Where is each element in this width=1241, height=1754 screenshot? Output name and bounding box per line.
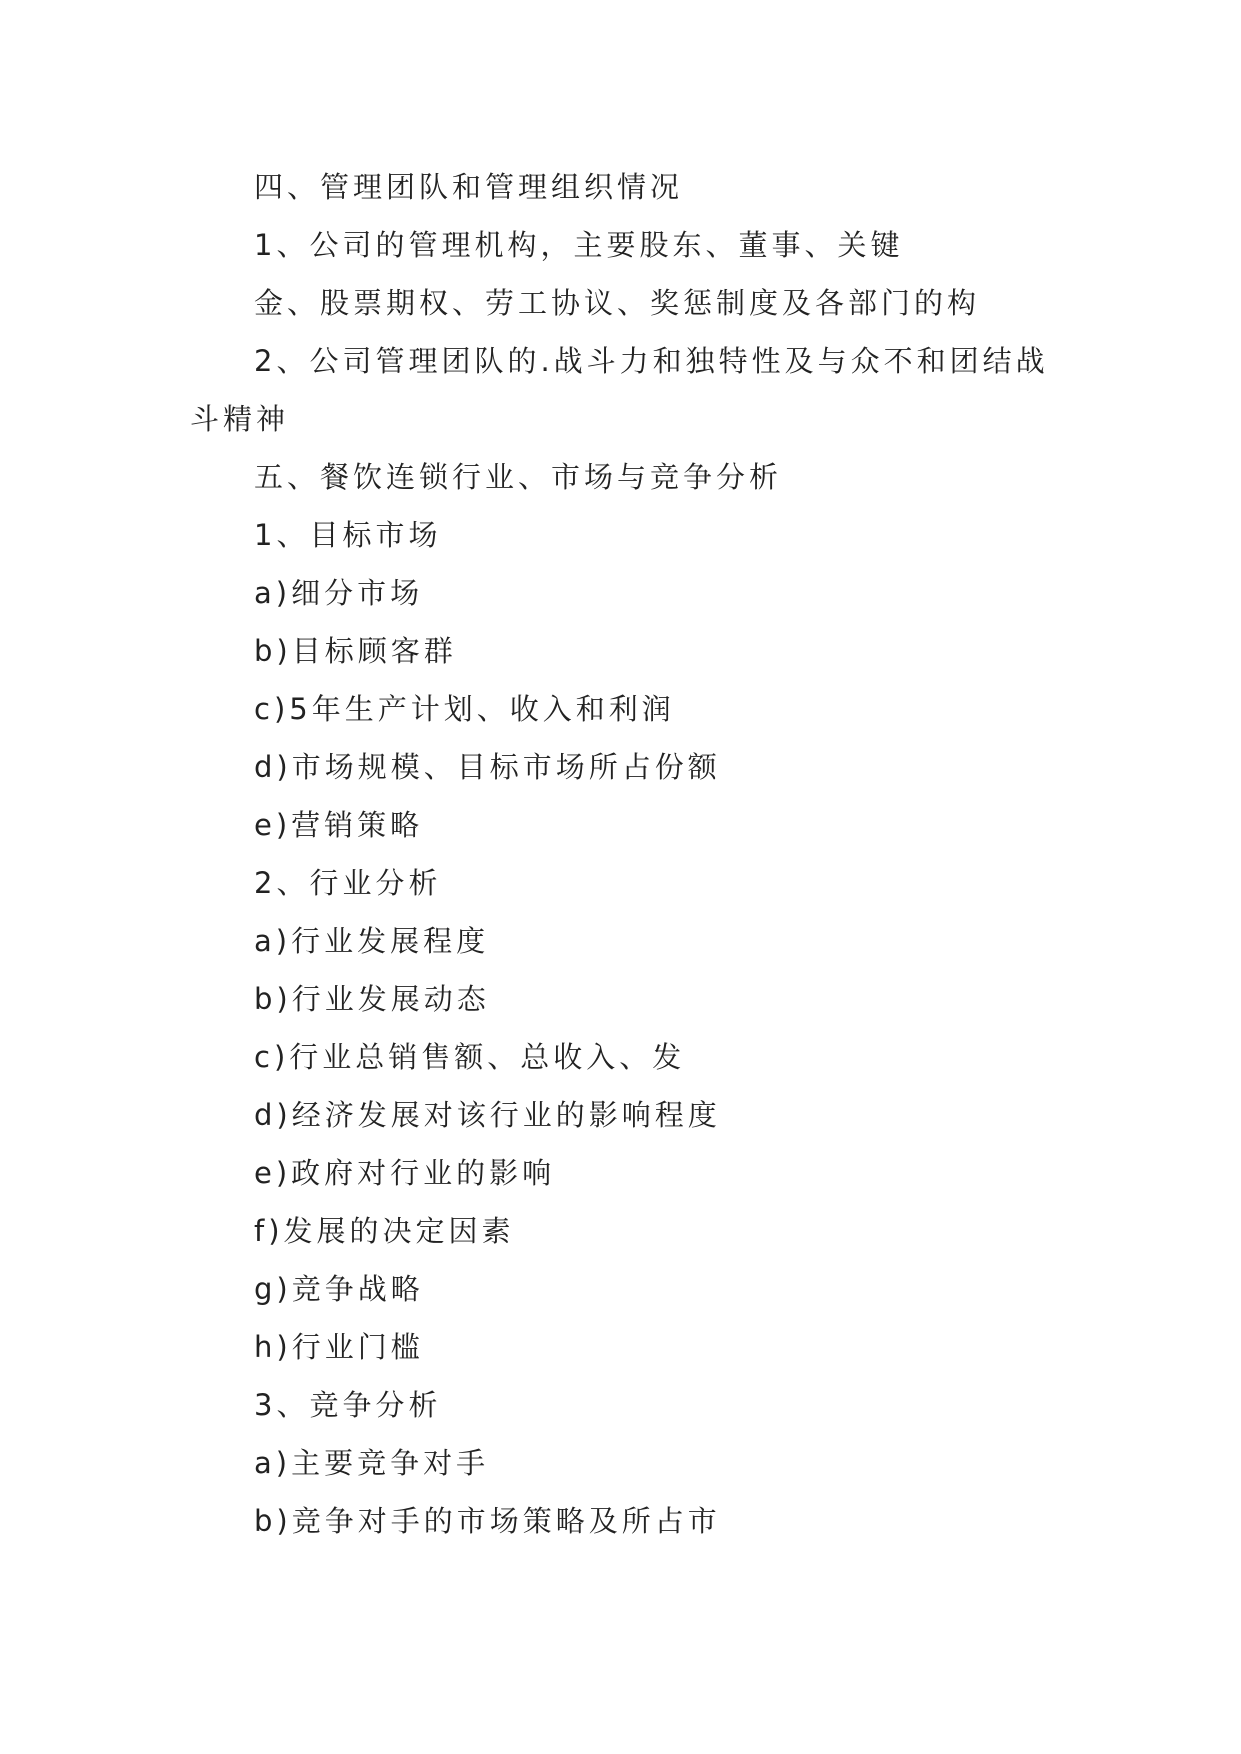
section-heading-5: 五、餐饮连锁行业、市场与竞争分析 bbox=[254, 460, 783, 494]
list-item: a)主要竞争对手 bbox=[254, 1446, 490, 1480]
list-item: h)行业门槛 bbox=[254, 1330, 424, 1364]
list-item: d)经济发展对该行业的影响程度 bbox=[254, 1098, 721, 1132]
list-item: f)发展的决定因素 bbox=[254, 1214, 515, 1248]
list-item: d)市场规模、目标市场所占份额 bbox=[254, 750, 721, 784]
paragraph-line: 2、公司管理团队的.战斗力和独特性及与众不和团结战 bbox=[254, 344, 1049, 378]
subsection-heading: 1、目标市场 bbox=[254, 518, 442, 552]
list-item: c)行业总销售额、总收入、发 bbox=[254, 1040, 686, 1074]
list-item: c)5年生产计划、收入和利润 bbox=[254, 692, 675, 726]
document-body bbox=[190, 158, 1070, 1550]
paragraph-line-continuation: 斗精神 bbox=[190, 402, 290, 436]
section-heading-4: 四、管理团队和管理组织情况 bbox=[254, 170, 684, 204]
subsection-heading: 2、行业分析 bbox=[254, 866, 442, 900]
list-item: e)政府对行业的影响 bbox=[254, 1156, 556, 1190]
list-item: a)行业发展程度 bbox=[254, 924, 490, 958]
list-item: b)目标顾客群 bbox=[254, 634, 457, 668]
paragraph-line: 1、公司的管理机构，主要股东、董事、关键 bbox=[254, 228, 904, 262]
paragraph-line: 金、股票期权、劳工协议、奖惩制度及各部门的构 bbox=[254, 286, 981, 320]
list-item: e)营销策略 bbox=[254, 808, 424, 842]
list-item: g)竞争战略 bbox=[254, 1272, 424, 1306]
list-item: b)竞争对手的市场策略及所占市 bbox=[254, 1504, 721, 1538]
subsection-heading: 3、竞争分析 bbox=[254, 1388, 442, 1422]
list-item: b)行业发展动态 bbox=[254, 982, 490, 1016]
list-item: a)细分市场 bbox=[254, 576, 424, 610]
